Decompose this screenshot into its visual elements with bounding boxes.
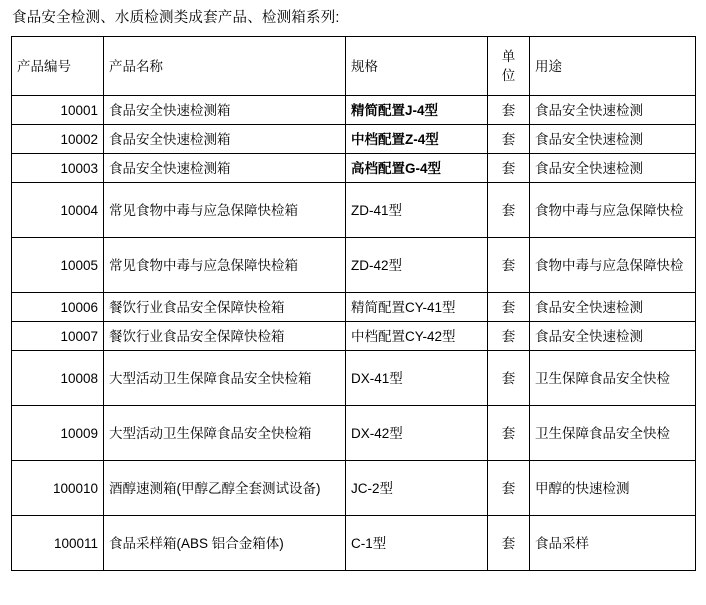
table-row bbox=[12, 293, 696, 322]
cell-product-code: 10009 bbox=[12, 406, 104, 461]
column-header-unit-line2: 位 bbox=[501, 68, 516, 83]
column-header-code: 产品编号 bbox=[12, 37, 104, 96]
cell-product-code: 100011 bbox=[12, 516, 104, 571]
cell-product-code: 10003 bbox=[12, 154, 104, 183]
cell-product-code: 10004 bbox=[12, 183, 104, 238]
cell-unit: 套 bbox=[488, 125, 530, 154]
table-header-row bbox=[12, 37, 696, 96]
cell-usage: 食物中毒与应急保障快检 bbox=[530, 238, 696, 293]
cell-product-code: 10005 bbox=[12, 238, 104, 293]
cell-product-code: 10007 bbox=[12, 322, 104, 351]
cell-unit: 套 bbox=[488, 351, 530, 406]
cell-unit: 套 bbox=[488, 96, 530, 125]
cell-product-name: 食品安全快速检测箱 bbox=[104, 96, 346, 125]
cell-unit: 套 bbox=[488, 461, 530, 516]
table-header bbox=[12, 37, 696, 96]
column-header-unit bbox=[488, 37, 530, 96]
column-header-use: 用途 bbox=[530, 37, 696, 96]
cell-usage: 食品安全快速检测 bbox=[530, 154, 696, 183]
cell-product-code: 10002 bbox=[12, 125, 104, 154]
cell-product-name: 食品安全快速检测箱 bbox=[104, 154, 346, 183]
cell-product-name: 餐饮行业食品安全保障快检箱 bbox=[104, 293, 346, 322]
cell-unit: 套 bbox=[488, 322, 530, 351]
cell-unit: 套 bbox=[488, 183, 530, 238]
column-header-spec: 规格 bbox=[346, 37, 488, 96]
cell-usage: 食品安全快速检测 bbox=[530, 125, 696, 154]
cell-unit: 套 bbox=[488, 238, 530, 293]
cell-usage: 甲醇的快速检测 bbox=[530, 461, 696, 516]
cell-unit: 套 bbox=[488, 154, 530, 183]
column-header-unit-line1: 单 bbox=[501, 49, 516, 64]
table-row bbox=[12, 154, 696, 183]
cell-specification: 中档配置Z-4型 bbox=[346, 125, 488, 154]
table-row bbox=[12, 461, 696, 516]
cell-specification: ZD-42型 bbox=[346, 238, 488, 293]
cell-product-code: 10001 bbox=[12, 96, 104, 125]
cell-specification: C-1型 bbox=[346, 516, 488, 571]
cell-product-name: 常见食物中毒与应急保障快检箱 bbox=[104, 238, 346, 293]
cell-specification: 精简配置CY-41型 bbox=[346, 293, 488, 322]
cell-specification: DX-42型 bbox=[346, 406, 488, 461]
product-table bbox=[11, 36, 696, 571]
table-row bbox=[12, 238, 696, 293]
table-row bbox=[12, 406, 696, 461]
cell-product-name: 大型活动卫生保障食品安全快检箱 bbox=[104, 406, 346, 461]
cell-specification: 高档配置G-4型 bbox=[346, 154, 488, 183]
table-row bbox=[12, 183, 696, 238]
column-header-name: 产品名称 bbox=[104, 37, 346, 96]
cell-usage: 食品安全快速检测 bbox=[530, 96, 696, 125]
cell-usage: 卫生保障食品安全快检 bbox=[530, 351, 696, 406]
cell-specification: 精简配置J-4型 bbox=[346, 96, 488, 125]
table-row bbox=[12, 96, 696, 125]
page-title: 食品安全检测、水质检测类成套产品、检测箱系列: bbox=[12, 10, 340, 26]
cell-unit: 套 bbox=[488, 516, 530, 571]
cell-product-name: 食品安全快速检测箱 bbox=[104, 125, 346, 154]
cell-unit: 套 bbox=[488, 406, 530, 461]
table-row bbox=[12, 322, 696, 351]
cell-product-name: 大型活动卫生保障食品安全快检箱 bbox=[104, 351, 346, 406]
cell-specification: JC-2型 bbox=[346, 461, 488, 516]
cell-specification: DX-41型 bbox=[346, 351, 488, 406]
table-row bbox=[12, 351, 696, 406]
cell-usage: 食品安全快速检测 bbox=[530, 293, 696, 322]
table-row bbox=[12, 516, 696, 571]
cell-specification: 中档配置CY-42型 bbox=[346, 322, 488, 351]
cell-product-code: 10008 bbox=[12, 351, 104, 406]
cell-product-name: 餐饮行业食品安全保障快检箱 bbox=[104, 322, 346, 351]
cell-product-code: 10006 bbox=[12, 293, 104, 322]
cell-product-name: 食品采样箱(ABS 铝合金箱体) bbox=[104, 516, 346, 571]
cell-product-name: 酒醇速测箱(甲醇乙醇全套测试设备) bbox=[104, 461, 346, 516]
cell-unit: 套 bbox=[488, 293, 530, 322]
cell-usage: 卫生保障食品安全快检 bbox=[530, 406, 696, 461]
cell-product-code: 100010 bbox=[12, 461, 104, 516]
cell-usage: 食品安全快速检测 bbox=[530, 322, 696, 351]
cell-specification: ZD-41型 bbox=[346, 183, 488, 238]
cell-usage: 食品采样 bbox=[530, 516, 696, 571]
table-body bbox=[12, 96, 696, 571]
table-row bbox=[12, 125, 696, 154]
cell-usage: 食物中毒与应急保障快检 bbox=[530, 183, 696, 238]
cell-product-name: 常见食物中毒与应急保障快检箱 bbox=[104, 183, 346, 238]
